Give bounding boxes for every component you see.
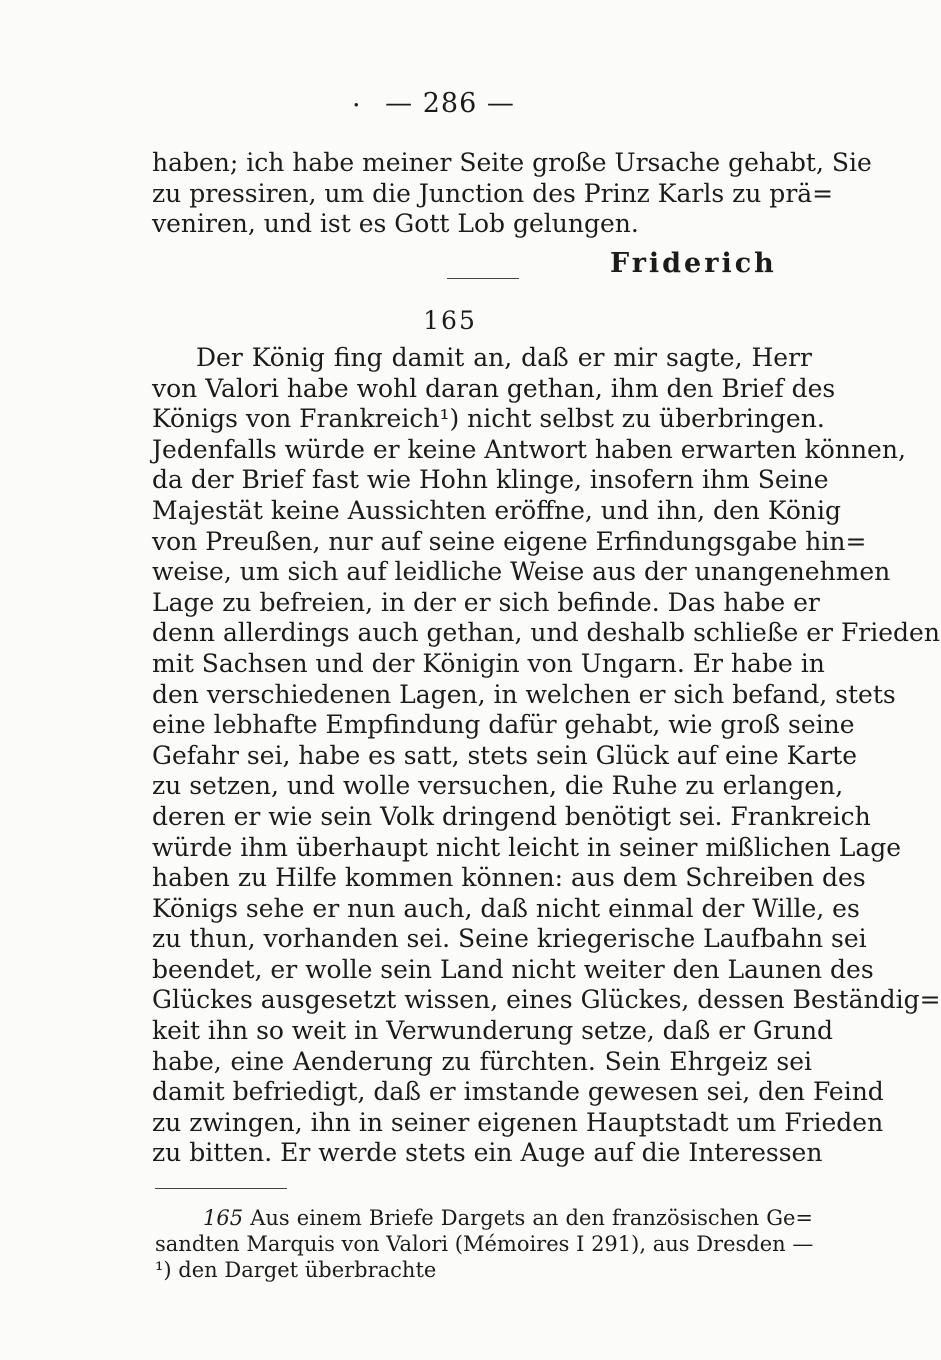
text-line: Jedenfalls würde er keine Antwort haben erwarten können, <box>152 434 906 464</box>
text-line: denn allerdings auch gethan, und deshalb schließe er Frieden <box>152 618 940 648</box>
text-line: Majestät keine Aussichten eröffne, und ihn, den König <box>152 495 842 525</box>
text-line: Lage zu befreien, in der er sich befinde. Das habe er <box>152 587 820 617</box>
page-header <box>0 88 900 119</box>
text-line: veniren, und ist es Gott Lob gelungen. <box>152 209 639 239</box>
text-line: den verschiedenen Lagen, in welchen er sich befand, stets <box>152 679 896 709</box>
footnote-text: Aus einem Briefe Dargets an den französischen Ge= <box>250 1206 813 1230</box>
text-line: damit befriedigt, daß er imstande gewesen sei, den Feind <box>152 1077 884 1107</box>
footnote-line <box>155 1205 813 1231</box>
text-line: zu bitten. Er werde stets ein Auge auf die Interessen <box>152 1138 823 1168</box>
letter-body <box>152 343 941 1169</box>
text-line: habe, eine Aenderung zu fürchten. Sein Ehrgeiz sei <box>152 1046 812 1076</box>
header-dot: · <box>352 90 362 121</box>
text-line: haben; ich habe meiner Seite große Ursache gehabt, Sie <box>152 148 872 177</box>
text-line: Glückes ausgesetzt wissen, eines Glückes, dessen Beständig= <box>152 985 941 1015</box>
text-line: würde ihm überhaupt nicht leicht in seiner mißlichen Lage <box>152 832 902 862</box>
text-line: Königs sehe er nun auch, daß nicht einmal der Wille, es <box>152 893 860 923</box>
text-line: keit ihn so weit in Verwunderung setze, daß er Grund <box>152 1016 834 1046</box>
text-line: eine lebhafte Empfindung dafür gehabt, wie groß seine <box>152 710 855 740</box>
text-line: zu zwingen, ihn in seiner eigenen Hauptstadt um Frieden <box>152 1107 884 1137</box>
text-line: weise, um sich auf leidliche Weise aus der unangenehmen <box>152 557 891 587</box>
letter-number: 165 <box>423 306 477 335</box>
text-line: mit Sachsen und der Königin von Ungarn. Er habe in <box>152 648 825 678</box>
continuation-text <box>152 148 872 240</box>
text-line: deren er wie sein Volk dringend benötigt sei. Frankreich <box>152 801 871 831</box>
footnote-line: sandten Marquis von Valori (Mémoires I 291), aus Dresden — <box>155 1232 814 1256</box>
text-line: von Preußen, nur auf seine eigene Erfindungsgabe hin= <box>152 526 867 556</box>
text-line: beendet, er wolle sein Land nicht weiter den Launen des <box>152 954 874 984</box>
footnote-divider <box>155 1188 287 1189</box>
text-line: zu thun, vorhanden sei. Seine kriegerische Laufbahn sei <box>152 924 867 954</box>
text-line: Gefahr sei, habe es satt, stets sein Glück auf eine Karte <box>152 740 858 770</box>
text-line: zu setzen, und wolle versuchen, die Ruhe zu erlangen, <box>152 771 844 801</box>
text-line: von Valori habe wohl daran gethan, ihm den Brief des <box>152 373 836 403</box>
footnote-line: ¹) den Darget überbrachte <box>155 1258 437 1282</box>
text-line: haben zu Hilfe kommen können: aus dem Schreiben des <box>152 863 866 893</box>
page-number: — 286 — <box>385 88 515 119</box>
section-divider <box>447 278 519 279</box>
footnote-number: 165 <box>203 1206 244 1230</box>
signature: Friderich <box>610 248 777 279</box>
text-line: Königs von Frankreich¹) nicht selbst zu überbringen. <box>152 404 825 434</box>
footnotes <box>155 1205 813 1283</box>
text-line: da der Brief fast wie Hohn klinge, insofern ihm Seine <box>152 465 829 495</box>
text-line: zu pressiren, um die Junction des Prinz Karls zu prä= <box>152 178 834 208</box>
text-line: Der König fing damit an, daß er mir sagte, Herr <box>196 343 812 372</box>
